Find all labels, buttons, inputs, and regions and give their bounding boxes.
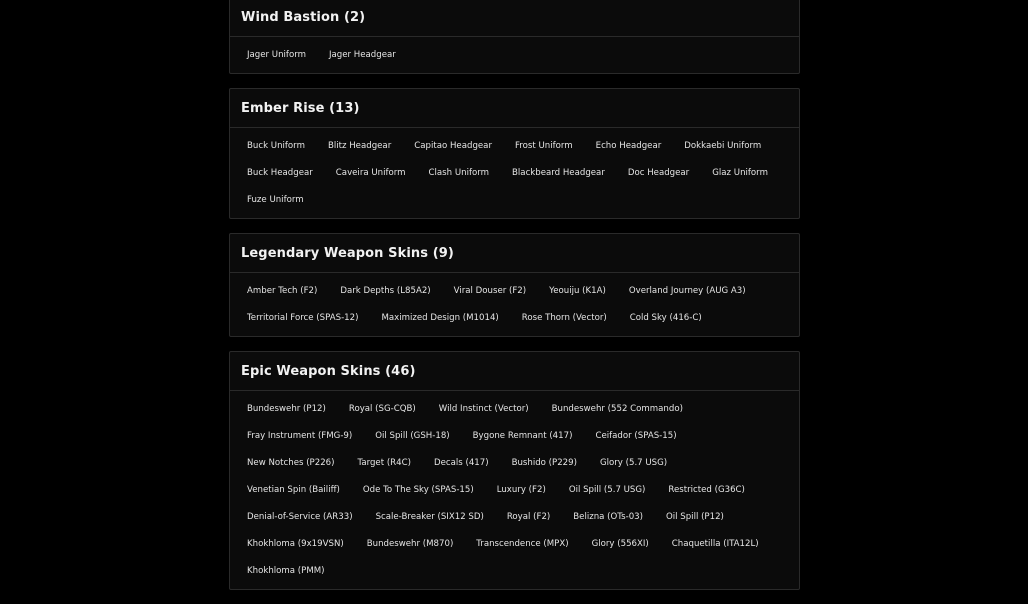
- skin-item[interactable]: Denial-of-Service (AR33): [247, 512, 353, 522]
- skin-item[interactable]: Bundeswehr (M870): [366, 539, 454, 549]
- skin-item[interactable]: Jager Headgear: [328, 50, 396, 60]
- skin-item[interactable]: Bundeswehr (552 Commando): [551, 404, 683, 414]
- skin-item[interactable]: Blackbeard Headgear: [512, 168, 605, 178]
- skin-item[interactable]: Target (R4C): [357, 458, 411, 468]
- section-header: [230, 89, 799, 128]
- skin-item[interactable]: Doc Headgear: [627, 168, 690, 178]
- skin-item[interactable]: Bundeswehr (P12): [247, 404, 326, 414]
- section-title: Wind Bastion (2): [241, 9, 366, 25]
- section-header: [230, 0, 799, 37]
- section-wind-bastion: [229, 0, 800, 74]
- skin-item[interactable]: Overland Journey (AUG A3): [628, 286, 746, 296]
- skin-item[interactable]: Dokkaebi Uniform: [684, 141, 762, 151]
- section-title: Epic Weapon Skins (46): [241, 363, 416, 379]
- skins-list: [229, 0, 800, 604]
- skin-item[interactable]: Yeouiju (K1A): [549, 286, 606, 296]
- skin-item[interactable]: Fuze Uniform: [247, 195, 304, 205]
- skin-item[interactable]: Territorial Force (SPAS-12): [247, 313, 359, 323]
- section-items: [230, 128, 799, 218]
- skin-item[interactable]: Amber Tech (F2): [247, 286, 318, 296]
- section-title: Ember Rise (13): [241, 100, 360, 116]
- skin-item[interactable]: Transcendence (MPX): [476, 539, 569, 549]
- skin-item[interactable]: Royal (F2): [506, 512, 551, 522]
- section-header: [230, 352, 799, 391]
- skin-item[interactable]: Glory (556XI): [591, 539, 649, 549]
- skin-item[interactable]: Luxury (F2): [496, 485, 546, 495]
- section-epic-weapon-skins: [229, 351, 800, 590]
- skin-item[interactable]: Glory (5.7 USG): [599, 458, 668, 468]
- skin-item[interactable]: Cold Sky (416-C): [629, 313, 702, 323]
- skin-item[interactable]: Glaz Uniform: [712, 168, 768, 178]
- skin-item[interactable]: Fray Instrument (FMG-9): [247, 431, 353, 441]
- skin-item[interactable]: Buck Headgear: [247, 168, 313, 178]
- skin-item[interactable]: Scale-Breaker (SIX12 SD): [375, 512, 484, 522]
- section-title: Legendary Weapon Skins (9): [241, 245, 454, 261]
- skin-item[interactable]: Oil Spill (GSH-18): [375, 431, 450, 441]
- skin-item[interactable]: Blitz Headgear: [327, 141, 392, 151]
- skin-item[interactable]: Oil Spill (P12): [666, 512, 724, 522]
- skin-item[interactable]: Ode To The Sky (SPAS-15): [362, 485, 474, 495]
- skin-item[interactable]: Viral Douser (F2): [453, 286, 527, 296]
- skin-item[interactable]: Jager Uniform: [247, 50, 306, 60]
- section-legendary-weapon-skins: [229, 233, 800, 337]
- skin-item[interactable]: Khokhloma (PMM): [247, 566, 325, 576]
- skin-item[interactable]: Chaquetilla (ITA12L): [671, 539, 759, 549]
- section-items: [230, 273, 799, 336]
- skin-item[interactable]: Bygone Remnant (417): [472, 431, 573, 441]
- skin-item[interactable]: Belizna (OTs-03): [573, 512, 643, 522]
- skin-item[interactable]: Decals (417): [433, 458, 489, 468]
- skin-item[interactable]: Buck Uniform: [247, 141, 305, 151]
- skin-item[interactable]: Oil Spill (5.7 USG): [568, 485, 646, 495]
- skin-item[interactable]: Ceifador (SPAS-15): [595, 431, 677, 441]
- skin-item[interactable]: Frost Uniform: [514, 141, 573, 151]
- section-ember-rise: [229, 88, 800, 219]
- skin-item[interactable]: Royal (SG-CQB): [348, 404, 416, 414]
- skin-item[interactable]: Echo Headgear: [595, 141, 662, 151]
- section-header: [230, 234, 799, 273]
- skin-item[interactable]: Clash Uniform: [428, 168, 490, 178]
- skin-item[interactable]: Dark Depths (L85A2): [340, 286, 431, 296]
- skin-item[interactable]: Rose Thorn (Vector): [521, 313, 607, 323]
- skin-item[interactable]: Restricted (G36C): [668, 485, 745, 495]
- skin-item[interactable]: New Notches (P226): [247, 458, 335, 468]
- section-items: [230, 37, 799, 73]
- skin-item[interactable]: Maximized Design (M1014): [381, 313, 499, 323]
- skin-item[interactable]: Wild Instinct (Vector): [438, 404, 529, 414]
- skin-item[interactable]: Venetian Spin (Bailiff): [247, 485, 340, 495]
- skin-item[interactable]: Caveira Uniform: [335, 168, 406, 178]
- skin-item[interactable]: Bushido (P229): [511, 458, 577, 468]
- skin-item[interactable]: Khokhloma (9x19VSN): [247, 539, 344, 549]
- section-items: [230, 391, 799, 589]
- skin-item[interactable]: Capitao Headgear: [414, 141, 492, 151]
